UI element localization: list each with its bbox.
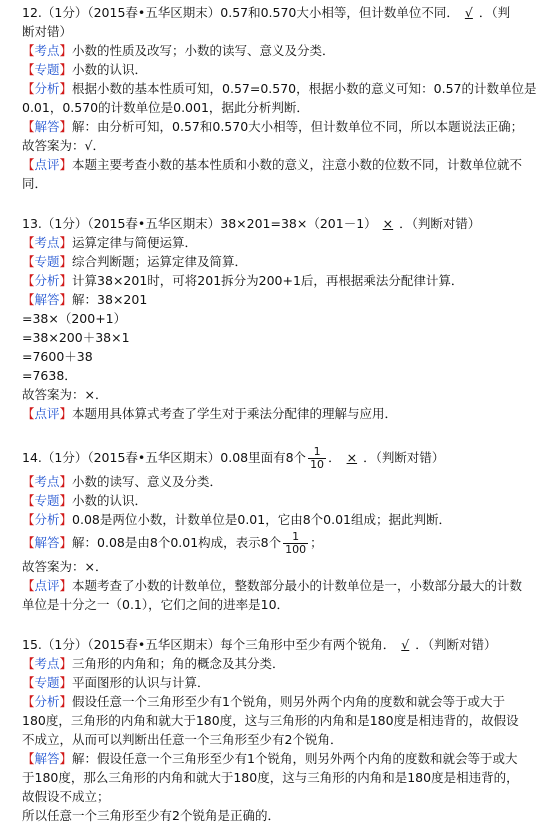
question-14 xyxy=(22,444,541,614)
jieda-tag: 【解答】 xyxy=(22,119,73,134)
jieda-tag: 【解答】 xyxy=(22,535,73,550)
jieda-row: 【解答】解：38×201 xyxy=(22,292,148,307)
zhuanti-tag: 【专题】 xyxy=(22,254,73,269)
jieda-tag: 【解答】 xyxy=(22,751,73,766)
kaodian-row: 【考点】三角形的内角和；角的概念及其分类． xyxy=(22,656,285,671)
fenxi-cont: 0.01，0.570的计数单位是0.001，据此分析判断． xyxy=(22,100,309,115)
dianping-cont: 单位是十分之一（0.1），它们之间的进率是10． xyxy=(22,597,290,612)
calc-step: =38×（200+1） xyxy=(22,311,127,326)
question-13 xyxy=(22,214,541,423)
kaodian-row: 【考点】小数的性质及改写；小数的读写、意义及分类． xyxy=(22,43,335,58)
question-stem: 13.（1分）（2015春•五华区期末）38×201=38×（201－1） × ．（判断对错） xyxy=(22,216,481,231)
fraction: $\frac{1}{10}$ xyxy=(310,445,325,471)
fenxi-cont: 不成立，从而可以判断出任意一个三角形至少有2个锐角． xyxy=(22,732,343,747)
jieda-row: 【解答】解：0.08是由8个0.01构成，表示8个 $\frac{1}{100}$ ； xyxy=(22,530,323,556)
answer-blank: × xyxy=(382,216,394,231)
calc-step: =7600＋38 xyxy=(22,349,93,364)
jieda-row: 【解答】解：由分析可知，0.57和0.570大小相等，但计数单位不同，所以本题说法正确； xyxy=(22,119,524,134)
calc-step: =38×200＋38×1 xyxy=(22,330,130,345)
conclusion: 故答案为：×． xyxy=(22,559,108,574)
fenxi-tag: 【分析】 xyxy=(22,81,73,96)
fenxi-row: 【分析】计算38×201时，可将201拆分为200+1后，再根据乘法分配律计算． xyxy=(22,273,464,288)
zhuanti-tag: 【专题】 xyxy=(22,62,73,77)
kaodian-tag: 【考点】 xyxy=(22,43,73,58)
zhuanti-row: 【专题】小数的认识． xyxy=(22,493,148,508)
fenxi-row: 【分析】0.08是两位小数，计数单位是0.01，它由8个0.01组成；据此判断． xyxy=(22,512,451,527)
fenxi-tag: 【分析】 xyxy=(22,694,73,709)
jieda-cont: 故答案为：√． xyxy=(22,138,105,153)
fenxi-tag: 【分析】 xyxy=(22,273,73,288)
dianping-row: 【点评】本题主要考查小数的基本性质和小数的意义，注意小数的位数不同，计数单位就不 xyxy=(22,157,523,172)
answer-blank: × xyxy=(346,450,358,465)
dianping-row: 【点评】本题考查了小数的计数单位，整数部分最小的计数单位是一，小数部分最大的计数 xyxy=(22,578,523,593)
fenxi-row: 【分析】假设任意一个三角形至少有1个锐角，则另外两个内角的度数和就会等于或大于 xyxy=(22,694,506,709)
zhuanti-row: 【专题】平面图形的认识与计算． xyxy=(22,675,210,690)
fenxi-tag: 【分析】 xyxy=(22,512,73,527)
dianping-cont: 同． xyxy=(22,176,48,191)
kaodian-row: 【考点】小数的读写、意义及分类． xyxy=(22,474,223,489)
jieda-row: 【解答】解：假设任意一个三角形至少有1个锐角，则另外两个内角的度数和就会等于或大 xyxy=(22,751,518,766)
question-stem: 15.（1分）（2015春•五华区期末）每个三角形中至少有两个锐角． √ ．（判断对错） xyxy=(22,637,497,652)
fenxi-cont: 180度，三角形的内角和就大于180度，这与三角形的内角和是180度是相违背的，故假设 xyxy=(22,713,519,728)
conclusion: 故答案为：×． xyxy=(22,387,108,402)
question-12 xyxy=(22,3,541,193)
dianping-tag: 【点评】 xyxy=(22,578,73,593)
calc-step: =7638． xyxy=(22,368,77,383)
kaodian-tag: 【考点】 xyxy=(22,656,73,671)
jieda-tag: 【解答】 xyxy=(22,292,73,307)
fraction: $\frac{1}{100}$ xyxy=(285,530,307,556)
zhuanti-tag: 【专题】 xyxy=(22,493,73,508)
question-stem: 14.（1分）（2015春•五华区期末）0.08里面有8个 $\frac{1}{10}$ ． × ．（判断对错） xyxy=(22,445,445,471)
kaodian-tag: 【考点】 xyxy=(22,235,73,250)
jieda-cont: 所以任意一个三角形至少有2个锐角是正确的． xyxy=(22,808,280,823)
jieda-cont: 故假设不成立； xyxy=(22,789,110,804)
zhuanti-row: 【专题】小数的认识． xyxy=(22,62,148,77)
question-stem-cont: 断对错） xyxy=(22,24,73,39)
fenxi-row: 【分析】根据小数的基本性质可知，0.57=0.570，根据小数的意义可知：0.57的计数单位是 xyxy=(22,81,537,96)
jieda-cont: 于180度，那么三角形的内角和就大于180度，这与三角形的内角和是180度是相违背的， xyxy=(22,770,519,785)
dianping-tag: 【点评】 xyxy=(22,406,73,421)
zhuanti-row: 【专题】综合判断题；运算定律及简算． xyxy=(22,254,248,269)
dianping-row: 【点评】本题用具体算式考查了学生对于乘法分配律的理解与应用． xyxy=(22,406,398,421)
question-15 xyxy=(22,635,541,825)
zhuanti-tag: 【专题】 xyxy=(22,675,73,690)
dianping-tag: 【点评】 xyxy=(22,157,73,172)
question-stem: 12.（1分）（2015春•五华区期末）0.57和0.570大小相等，但计数单位不同． √ ．（判 xyxy=(22,5,511,20)
kaodian-tag: 【考点】 xyxy=(22,474,73,489)
answer-blank: √ xyxy=(401,637,410,652)
kaodian-row: 【考点】运算定律与简便运算． xyxy=(22,235,198,250)
answer-blank: √ xyxy=(464,5,473,20)
